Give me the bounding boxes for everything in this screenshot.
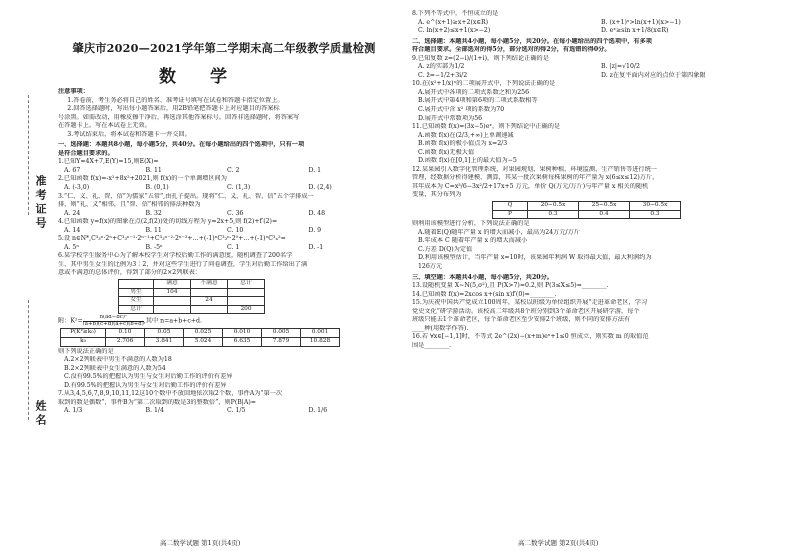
question-12-cont: 管理，经数据分析得建模、测算，其某一批次果树每株果树的年产量为 x(6≤x≤12)万斤， bbox=[412, 174, 659, 182]
critical-table-wrap bbox=[58, 328, 390, 346]
table-cell: Q bbox=[493, 202, 528, 211]
table-cell: 30−0.5x bbox=[630, 202, 681, 211]
table-row bbox=[61, 329, 340, 338]
contingency-table bbox=[118, 279, 265, 314]
question-6-cont: 意或不满意的总体评价，得到了部分的2×2列联表： bbox=[58, 269, 201, 277]
option-c: C.展开式中含 x² 项的系数为70 bbox=[418, 106, 505, 114]
formula-suffix: ,其中 n=a+b+c+d. bbox=[143, 318, 202, 325]
exam-page-right bbox=[400, 0, 794, 551]
notes-heading: 注意事项： bbox=[58, 88, 89, 95]
option-a: A. z的实部为1/2 bbox=[418, 63, 465, 71]
table-cell: 0.4 bbox=[579, 210, 630, 219]
option-d: D.利用该模型估计，当年产量 x=10时，该果园年利润 W 取得最大值，最大利润约为 bbox=[418, 254, 652, 262]
critical-value-table bbox=[60, 328, 340, 346]
note-line: 2.回答选择题时，写出每小题答案后，用2B铅笔把答题卡上对应题目的答案标 bbox=[67, 105, 280, 113]
question-4: 4.已知函数 y=f(x)的图象在点(2,f(2))处的切线方程为 y=2x+5,则 f(2)+f′(2)= bbox=[58, 218, 278, 226]
option-b: B. (x+1)ˣ>ln(x+1)(x>−1) bbox=[601, 18, 681, 26]
option-c: C. (1,3) bbox=[227, 184, 251, 192]
question-3-cont: 排，则“礼、义”相邻，且“智、信”相邻的排法种数为 bbox=[58, 201, 201, 209]
question-13: 13.设随机变量 X~N(5,σ²),且 P(X>7)=0.2,则 P(3≤X≤5)=________. bbox=[412, 282, 609, 290]
question-8: 8.下列不等式中，不恒成立的是 bbox=[412, 10, 499, 17]
table-cell: 3.841 bbox=[145, 338, 184, 347]
table-cell: 7.879 bbox=[262, 338, 301, 347]
question-1-options bbox=[58, 167, 390, 176]
question-7-options bbox=[58, 407, 390, 416]
note-line: 号涂黑。如需改动，用橡皮擦干净后，再选涂其他答案标号。回答非选择题时，将答案写 bbox=[58, 113, 300, 121]
option-d: D. eˣ≥sin x+1/8(x∈R) bbox=[601, 27, 669, 35]
note-line: 在答题卡上。写在本试卷上无效。 bbox=[58, 122, 151, 130]
table-cell: 男生 bbox=[119, 288, 154, 297]
question-12-tail: 则利用该模型进行分析，下列说法正确的是 bbox=[412, 220, 530, 228]
option-d: D. 1 bbox=[308, 166, 322, 174]
question-7-cont: 取到的数是偶数”，事件B为“第二次取到的数是3的整数倍”，则P(B|A)= bbox=[58, 398, 256, 406]
option-b: B. (0,1) bbox=[145, 184, 169, 192]
option-c: C. 10 bbox=[227, 226, 244, 234]
formula-prefix: 附：K²= bbox=[58, 318, 83, 325]
formula-denominator: (a+b)(c+d)(a+c)(b+d) bbox=[82, 321, 144, 327]
table-header-cell bbox=[119, 280, 154, 289]
option-d: D.展开式中常数项为56 bbox=[418, 114, 483, 122]
note-line: 3.考试结束后，将本试卷和答题卡一并交回。 bbox=[67, 130, 191, 138]
question-16: 16.若 ∀x∈[−1,1]时，不等式 2e^(2x)−(x+m)eˣ+1≤0 恒成立，则实数 m 的取值范 bbox=[412, 333, 649, 341]
table-header-cell: 总计 bbox=[228, 280, 265, 289]
option-c: C. ln(x+2)≤x+1(x>−2) bbox=[418, 27, 491, 35]
option-b: B. 1/4 bbox=[145, 407, 164, 415]
chi-square-formula bbox=[58, 315, 390, 327]
option-a: A. (-3,0) bbox=[64, 184, 90, 192]
option-b: B. 32 bbox=[145, 209, 162, 217]
question-8-options bbox=[412, 19, 784, 36]
question-11: 11.已知函数 f(x)=(3x−5)eˣ，则下列结论中正确的是 bbox=[412, 123, 561, 131]
option-d: D. 48 bbox=[308, 209, 326, 217]
option-b: B. -5ⁿ bbox=[145, 243, 163, 251]
question-5-options bbox=[58, 244, 390, 253]
question-2: 2.已知函数 f(x)=-x²+8x²+2021,则 f(x)的一个单调增区间为 bbox=[58, 175, 227, 183]
exam-title: 肇庆市2020—2021学年第二学期末高二年级教学质量检测 bbox=[72, 41, 376, 55]
option-c: C.没有99.5%的把握认为男生与女生对后勤工作的评价有差异 bbox=[64, 373, 233, 381]
exam-subject: 数 学 bbox=[159, 67, 241, 87]
option-d: D. z在复平面内对应的点位于第四象限 bbox=[601, 71, 706, 79]
question-6-cont: 生，其中男生女生的比例为3∶2，并对这些学生进行了问卷调查，学生对后勤工作给出了满 bbox=[58, 260, 308, 268]
section1-heading-cont: 是符合题目要求的。 bbox=[58, 149, 114, 157]
table-cell bbox=[228, 297, 265, 306]
section3-heading: 三、填空题：本题共4小题，每小题5分，共20分。 bbox=[412, 273, 553, 281]
table-cell: 总计 bbox=[119, 305, 154, 314]
table-cell: 0.10 bbox=[106, 329, 145, 338]
option-c: C. 1 bbox=[227, 243, 240, 251]
table-cell bbox=[191, 305, 228, 314]
option-b: B. 11 bbox=[145, 166, 162, 174]
question-15-cont: 党史文化”研学游活动。该校高二年级共8个班分别到3个革命老区开展研学游，每个 bbox=[412, 307, 640, 315]
binding-line bbox=[28, 95, 29, 215]
question-9-options bbox=[412, 63, 784, 80]
table-cell bbox=[154, 305, 191, 314]
table-cell: 0.010 bbox=[223, 329, 262, 338]
option-a: A. 5ⁿ bbox=[64, 243, 80, 251]
table-row bbox=[119, 288, 265, 297]
option-c: C. 36 bbox=[227, 209, 244, 217]
table-cell: 25−0.5x bbox=[579, 202, 630, 211]
section2-heading: 二、选择题：本题共4小题，每小题5分，共20分。在每小题给出的四个选项中，有多项 bbox=[412, 37, 652, 45]
distribution-table-wrap bbox=[412, 201, 784, 219]
question-15-cont: 班级只能去1个革命老区，每个革命老区至少安排2个班级，则不同的安排方法有 bbox=[412, 316, 631, 324]
table-row bbox=[61, 338, 340, 347]
table-cell: 0.005 bbox=[262, 329, 301, 338]
table-row bbox=[119, 297, 265, 306]
table-cell: 200 bbox=[228, 305, 265, 314]
table-header-cell: 满意 bbox=[154, 280, 191, 289]
option-a: A. e^(x+1)≥x+2(x∈R) bbox=[418, 18, 489, 26]
question-12-cont: 其年成本为 C=x³/6−3x²/2+17x+5 万元，单价 Q(万元/万斤)与年产量 x 相关的随机 bbox=[412, 182, 649, 190]
option-a: A. 1/3 bbox=[64, 407, 83, 415]
question-12: 12.某果园引入数字化管理系统，对果园规划、果树种植、环境监测、生产销售等进行统一 bbox=[412, 165, 657, 173]
table-cell: 104 bbox=[154, 288, 191, 297]
page-footer: 高二数学试题 第1页(共4页) bbox=[160, 539, 241, 547]
question-2-options bbox=[58, 184, 390, 193]
table-cell: 0.05 bbox=[145, 329, 184, 338]
table-cell: P(K²≥k₀) bbox=[61, 329, 106, 338]
table-header-cell: 不满意 bbox=[191, 280, 228, 289]
option-b: B. |z|=√10/2 bbox=[601, 63, 640, 71]
option-c: C. 2 bbox=[227, 166, 240, 174]
distribution-table bbox=[492, 201, 681, 219]
binding-line bbox=[28, 300, 29, 420]
option-d: D. 1/6 bbox=[308, 407, 328, 415]
question-14: 14.已知函数 f(x)=2xcos x+(sin x)f′(0)=________. bbox=[412, 290, 557, 298]
option-a: A.展开式中各项的二项式系数之和为256 bbox=[418, 88, 530, 96]
option-c: C. 1/5 bbox=[227, 407, 246, 415]
table-cell: 10.828 bbox=[301, 338, 340, 347]
question-7: 7.从3,4,5,6,7,8,9,10,11,12这10个数中不放回地依次取2个数，事件A为“第一次 bbox=[58, 390, 283, 398]
option-c: C. z̄=−1/2+3i/2 bbox=[418, 71, 468, 79]
option-d: D.函数 f(x)在[0,1]上的最大值为−5 bbox=[418, 157, 517, 165]
option-d: D. -1 bbox=[308, 243, 324, 251]
table-row bbox=[493, 202, 681, 211]
option-a: A.随着E(Q)随年产量 x 的增大而减小，最高为24万元/万斤 bbox=[418, 228, 580, 236]
question-6-tail: 则下列说法正确的是 bbox=[58, 347, 114, 355]
question-1: 1.已知Y=4X+7,E(Y)=15,则E(X)= bbox=[58, 158, 159, 166]
question-16-cont: 围是________. bbox=[412, 341, 452, 349]
question-15: 15.为庆祝中国共产党成立100周年，某校以班级为单位组织开展“走进革命老区，学习 bbox=[412, 299, 648, 307]
page-footer: 高二数学试题 第2页(共4页) bbox=[518, 539, 599, 547]
table-cell bbox=[154, 297, 191, 306]
option-d: D. (2,4) bbox=[308, 184, 332, 192]
table-row bbox=[119, 305, 265, 314]
table-cell: 2.706 bbox=[106, 338, 145, 347]
section1-heading: 一、选择题：本题共8小题，每小题5分，共40分。在每小题给出的四个选项中，只有一项 bbox=[58, 141, 305, 149]
table-cell: 20−0.5x bbox=[528, 202, 579, 211]
formula-numerator: n(ad−bc)² bbox=[83, 315, 144, 322]
option-c: C.方差 D(Q)为定值 bbox=[418, 245, 473, 253]
question-10: 10.在(x²+1/x)ⁿ的二项展开式中，下列说法正确的是 bbox=[412, 80, 556, 88]
option-a: A. 14 bbox=[64, 226, 81, 234]
table-cell: k₀ bbox=[61, 338, 106, 347]
table-header-row bbox=[119, 280, 265, 289]
option-b: B.函数 f(x)的极小值点为 x=2/3 bbox=[418, 140, 508, 148]
table-cell: 0.001 bbox=[301, 329, 340, 338]
table-row bbox=[493, 210, 681, 219]
option-a: A.函数 f(x)在(2/3,+∞)上单调递减 bbox=[418, 131, 514, 139]
table-cell: 24 bbox=[191, 297, 228, 306]
table-cell bbox=[228, 288, 265, 297]
left-column bbox=[58, 88, 390, 416]
table-cell: 5.024 bbox=[184, 338, 223, 347]
option-a: A. 67 bbox=[64, 166, 81, 174]
question-15-cont: ____种(用数字作答). bbox=[412, 324, 469, 332]
option-b: B.2×2列联表中女生满意的人数为54 bbox=[64, 364, 166, 372]
side-label-exam-number: 准考证号 bbox=[34, 175, 47, 231]
table-cell: P bbox=[493, 210, 528, 219]
question-6: 6.某学校学生服务中心为了解本校学生对学校后勤工作的满意度，随机调查了200名学 bbox=[58, 252, 293, 260]
question-12-cont: 变量，其分布列为 bbox=[412, 191, 462, 199]
option-d-cont: 126万元 bbox=[418, 262, 443, 270]
option-b: B.展开式中第4项和第6项的二项式系数相等 bbox=[418, 97, 538, 105]
formula-fraction bbox=[83, 315, 144, 327]
option-d: D. 9 bbox=[308, 226, 322, 234]
table-cell: 6.635 bbox=[223, 338, 262, 347]
question-3-options bbox=[58, 210, 390, 219]
question-5: 5.设 n∈N*,C³₃ⁿ·2ⁿ+C³₃ⁿ⁻¹·2ⁿ⁻¹+C³₃ⁿ⁻²·2ⁿ⁻²+…+(-1)ⁿC³₃ⁿ·2⁰+…+(-1)ⁿC³ₙ²= bbox=[58, 235, 286, 243]
table-cell: 女生 bbox=[119, 297, 154, 306]
option-a: A.2×2列联表中男生不满意的人数为18 bbox=[64, 356, 172, 364]
section2-heading-cont: 符合题目要求。全部选对的得5分，部分选对的得2分，有选错的得0分。 bbox=[412, 46, 611, 54]
option-c: C.函数 f(x)无极大值 bbox=[418, 148, 475, 156]
table-cell: 0.3 bbox=[630, 210, 681, 219]
table-cell bbox=[191, 288, 228, 297]
question-4-options bbox=[58, 227, 390, 236]
note-line: 1.答卷前，考生务必将自己的姓名、准考证号填写在试卷和答题卡指定位置上。 bbox=[67, 96, 284, 104]
table-cell: 0.025 bbox=[184, 329, 223, 338]
right-column bbox=[412, 10, 784, 350]
option-a: A. 24 bbox=[64, 209, 81, 217]
option-b: B.年成本 C 随着年产量 x 的增大而减小 bbox=[418, 237, 528, 245]
side-label-name: 姓名 bbox=[34, 400, 47, 428]
contingency-table-wrap bbox=[58, 279, 390, 314]
table-cell: 0.3 bbox=[528, 210, 579, 219]
question-3: 3.“仁、义、礼、智、信”为儒家“五常”,由孔子提出。现将“仁、义、礼、智、信”五个字排成一 bbox=[58, 192, 314, 200]
option-b: B. 11 bbox=[145, 226, 162, 234]
option-d: D.有99.5%的把握认为男生与女生对后勤工作的评价有差异 bbox=[64, 381, 227, 389]
question-9: 9.已知复数 z=(2−i)/(1+i)，则下列结论正确的是 bbox=[412, 54, 549, 62]
